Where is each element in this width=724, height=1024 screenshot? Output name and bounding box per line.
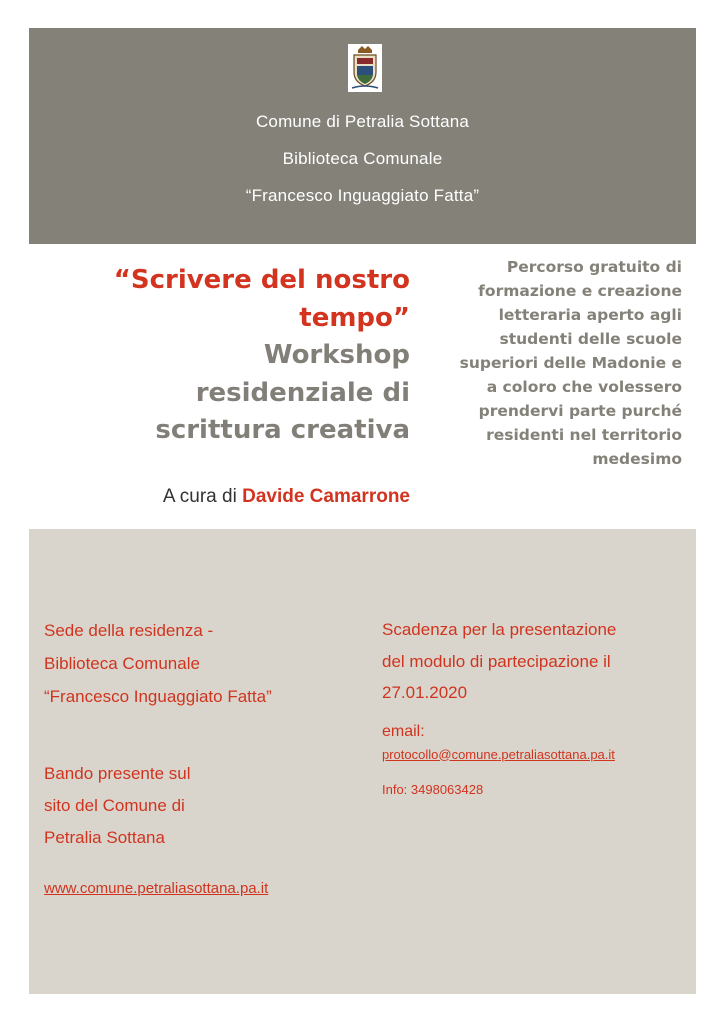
library-dedication: “Francesco Inguaggiato Fatta” <box>245 186 480 205</box>
call-notice <box>44 758 364 854</box>
curator-prefix: A cura di <box>162 486 243 507</box>
description-line: residenti nel territorio <box>486 426 682 444</box>
curator-name: Davide Camarrone <box>242 486 410 507</box>
title-quote-line1: “Scrivere del nostro <box>113 265 410 295</box>
municipal-crest-icon <box>348 44 382 92</box>
course-description <box>428 255 682 471</box>
info-phone: Info: 3498063428 <box>382 781 484 797</box>
website-link[interactable]: www.comune.petraliasottana.pa.it <box>44 880 269 897</box>
library-name: Biblioteca Comunale <box>282 149 443 168</box>
bando-line1: Bando presente sul <box>44 764 191 783</box>
description-line: studenti delle scuole <box>499 330 682 348</box>
title-workshop-line2: residenziale di <box>195 377 410 408</box>
bando-line2: sito del Comune di <box>44 796 185 815</box>
residence-seat <box>44 614 364 713</box>
deadline-date: 27.01.2020 <box>382 683 468 702</box>
municipality-name: Comune di Petralia Sottana <box>255 112 470 131</box>
title-workshop-line1: Workshop <box>263 340 410 370</box>
bando-line3: Petralia Sottana <box>44 828 165 847</box>
description-line: superiori delle Madonie e <box>459 354 682 372</box>
title-workshop-line3: scrittura creativa <box>155 415 410 445</box>
seat-line3: “Francesco Inguaggiato Fatta” <box>44 687 272 706</box>
description-line: prendervi parte purché <box>478 402 682 420</box>
seat-line2: Biblioteca Comunale <box>44 654 200 673</box>
deadline-line2: del modulo di partecipazione il <box>382 651 611 671</box>
description-line: Percorso gratuito di <box>506 258 682 276</box>
application-info <box>382 614 692 797</box>
email-link[interactable]: protocollo@comune.petraliasottana.pa.it <box>382 746 615 762</box>
seat-line1: Sede della residenza - <box>44 621 214 640</box>
venue-info <box>44 614 364 854</box>
title-quote-line2: tempo” <box>299 302 410 333</box>
deadline-line1: Scadenza per la presentazione <box>382 620 617 639</box>
description-line: formazione e creazione <box>478 282 682 300</box>
curator-credit <box>60 486 410 508</box>
info-band <box>29 529 696 994</box>
description-line: medesimo <box>592 450 682 468</box>
workshop-title <box>60 262 410 450</box>
description-line: a coloro che volessero <box>486 378 682 396</box>
email-label: email: <box>382 722 425 740</box>
description-line: letteraria aperto agli <box>498 306 682 324</box>
header-band <box>29 28 696 244</box>
